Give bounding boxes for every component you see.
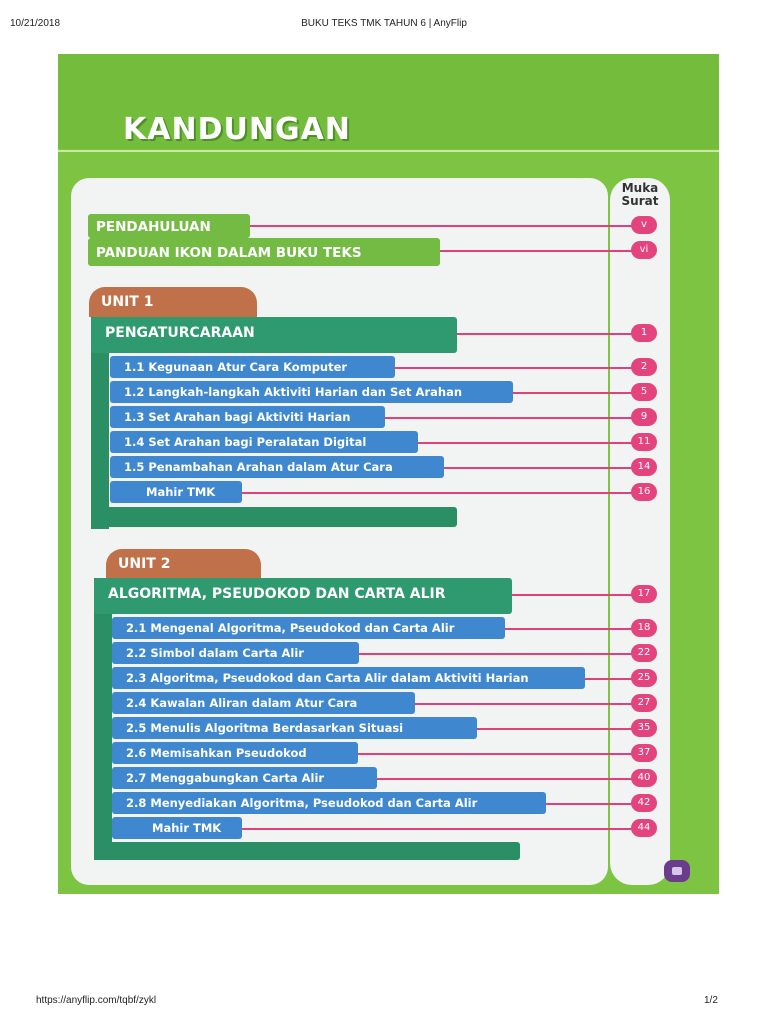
toc-mahir-item[interactable]: Mahir TMK — [112, 817, 242, 839]
toc-section-item[interactable]: 2.7 Menggabungkan Carta Alir — [112, 767, 377, 789]
page-number-badge: v — [631, 216, 657, 234]
unit-bracket-bottom — [91, 507, 457, 527]
page-corner-icon — [664, 860, 690, 882]
page-number-badge: 22 — [631, 644, 657, 662]
print-page-count: 1/2 — [704, 995, 718, 1006]
toc-section-item[interactable]: 2.2 Simbol dalam Carta Alir — [112, 642, 359, 664]
print-title: BUKU TEKS TMK TAHUN 6 | AnyFlip — [301, 18, 467, 29]
leader-line — [385, 417, 633, 419]
leader-line — [585, 678, 633, 680]
page-number-badge: 25 — [631, 669, 657, 687]
page-number-badge: 2 — [631, 358, 657, 376]
toc-section-item[interactable]: 1.4 Set Arahan bagi Peralatan Digital — [110, 431, 418, 453]
page-number-badge: 37 — [631, 744, 657, 762]
unit-bracket — [94, 578, 112, 860]
toc-section-item[interactable]: 2.1 Mengenal Algoritma, Pseudokod dan Carta Alir — [112, 617, 505, 639]
leader-line — [395, 367, 633, 369]
unit-tab: UNIT 1 — [89, 287, 257, 317]
leader-line — [440, 250, 633, 252]
leader-line — [512, 594, 633, 596]
page-number-badge: 35 — [631, 719, 657, 737]
toc-section-item[interactable]: 2.3 Algoritma, Pseudokod dan Carta Alir dalam Aktiviti Harian — [112, 667, 585, 689]
toc-section-item[interactable]: 1.1 Kegunaan Atur Cara Komputer — [110, 356, 395, 378]
leader-line — [444, 467, 633, 469]
print-url: https://anyflip.com/tqbf/zykl — [36, 995, 157, 1006]
leader-line — [250, 225, 633, 227]
print-date: 10/21/2018 — [10, 18, 61, 29]
unit-title-bar[interactable]: PENGATURCARAAN — [91, 317, 457, 353]
leader-line — [377, 778, 633, 780]
leader-line — [477, 728, 633, 730]
toc-section-item[interactable]: 2.8 Menyediakan Algoritma, Pseudokod dan Carta Alir — [112, 792, 546, 814]
toc-mahir-item[interactable]: Mahir TMK — [110, 481, 242, 503]
leader-line — [505, 628, 633, 630]
toc-intro-item[interactable]: PENDAHULUAN — [88, 214, 250, 238]
page-number-badge: 17 — [631, 585, 657, 603]
page-number-badge: 42 — [631, 794, 657, 812]
page-number-badge: 14 — [631, 458, 657, 476]
page-number-badge: 27 — [631, 694, 657, 712]
page-number-badge: 18 — [631, 619, 657, 637]
leader-line — [415, 703, 633, 705]
leader-line — [457, 333, 633, 335]
toc-section-item[interactable]: 1.5 Penambahan Arahan dalam Atur Cara — [110, 456, 444, 478]
leader-line — [418, 442, 633, 444]
page-number-badge: 11 — [631, 433, 657, 451]
page-column-label: Muka Surat — [621, 181, 659, 208]
page-number-badge: 9 — [631, 408, 657, 426]
toc-section-item[interactable]: 1.2 Langkah-langkah Aktiviti Harian dan Set Arahan — [110, 381, 513, 403]
leader-line — [359, 653, 633, 655]
book-page-scan — [58, 54, 719, 894]
unit-tab: UNIT 2 — [106, 549, 261, 579]
toc-intro-item[interactable]: PANDUAN IKON DALAM BUKU TEKS — [88, 238, 440, 266]
toc-section-item[interactable]: 2.5 Menulis Algoritma Berdasarkan Situasi — [112, 717, 477, 739]
unit-bracket-bottom — [94, 842, 520, 860]
page-number-badge: 5 — [631, 383, 657, 401]
unit-title-bar[interactable]: ALGORITMA, PSEUDOKOD DAN CARTA ALIR — [94, 578, 512, 614]
page-number-badge: 16 — [631, 483, 657, 501]
toc-section-item[interactable]: 2.4 Kawalan Aliran dalam Atur Cara — [112, 692, 415, 714]
leader-line — [242, 828, 633, 830]
page-number-badge: vi — [631, 241, 657, 259]
page-number-badge: 44 — [631, 819, 657, 837]
page-title: KANDUNGAN — [123, 112, 351, 147]
header-divider — [58, 150, 719, 152]
leader-line — [546, 803, 633, 805]
toc-section-item[interactable]: 2.6 Memisahkan Pseudokod — [112, 742, 358, 764]
leader-line — [358, 753, 633, 755]
toc-section-item[interactable]: 1.3 Set Arahan bagi Aktiviti Harian — [110, 406, 385, 428]
leader-line — [513, 392, 633, 394]
leader-line — [242, 492, 633, 494]
page-number-badge: 40 — [631, 769, 657, 787]
page-number-badge: 1 — [631, 324, 657, 342]
